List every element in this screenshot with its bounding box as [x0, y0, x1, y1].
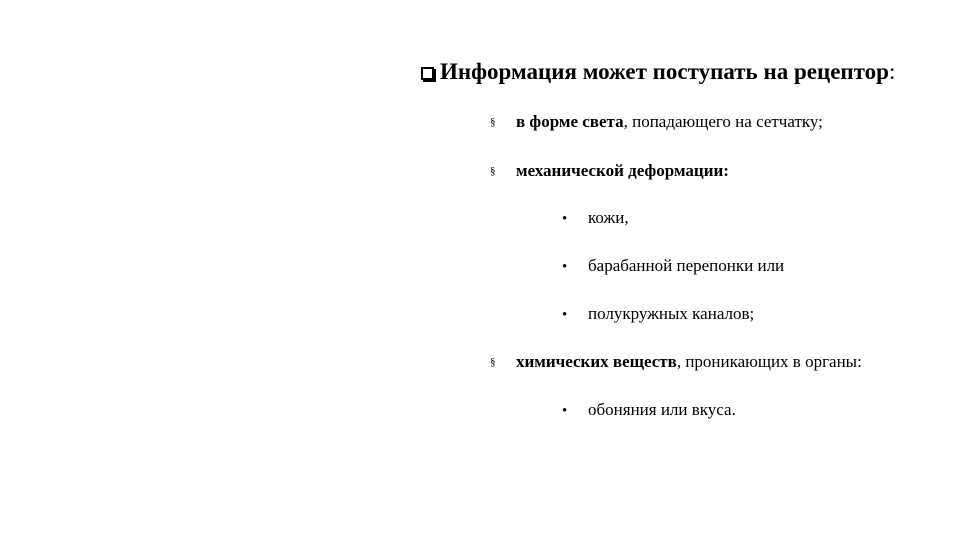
sub-item-canals: [562, 303, 754, 326]
dot-bullet-icon: •: [562, 211, 568, 227]
sub-item-skin: [562, 207, 629, 230]
heading-text: Информация может поступать на рецептор: [440, 59, 889, 84]
item-text: , проникающих в органы:: [676, 352, 862, 371]
sub-item-text: кожи,: [588, 208, 629, 227]
item-text: , попадающего на сетчатку;: [623, 112, 823, 131]
sub-item-eardrum: [562, 255, 784, 278]
item-bold-text: механической деформации:: [516, 161, 729, 180]
bullet-item-light: [490, 111, 823, 133]
sub-item-text: полукружных каналов;: [588, 304, 755, 323]
bullet-item-chemical: [490, 351, 862, 373]
dot-bullet-icon: •: [562, 403, 568, 419]
slide-heading: [421, 58, 895, 86]
dot-bullet-icon: •: [562, 307, 568, 323]
bullet-item-mechanical: [490, 160, 729, 182]
section-bullet-icon: §: [490, 116, 496, 128]
item-bold-text: химических веществ: [516, 352, 677, 371]
item-bold-text: в форме света: [516, 112, 624, 131]
section-bullet-icon: §: [490, 356, 496, 368]
heading-colon: :: [888, 59, 896, 84]
dot-bullet-icon: •: [562, 259, 568, 275]
section-bullet-icon: §: [490, 165, 496, 177]
checkbox-bullet-icon: [421, 67, 434, 80]
sub-item-text: барабанной перепонки или: [588, 256, 785, 275]
sub-item-smell-taste: [562, 399, 736, 422]
sub-item-text: обоняния или вкуса.: [588, 400, 736, 419]
